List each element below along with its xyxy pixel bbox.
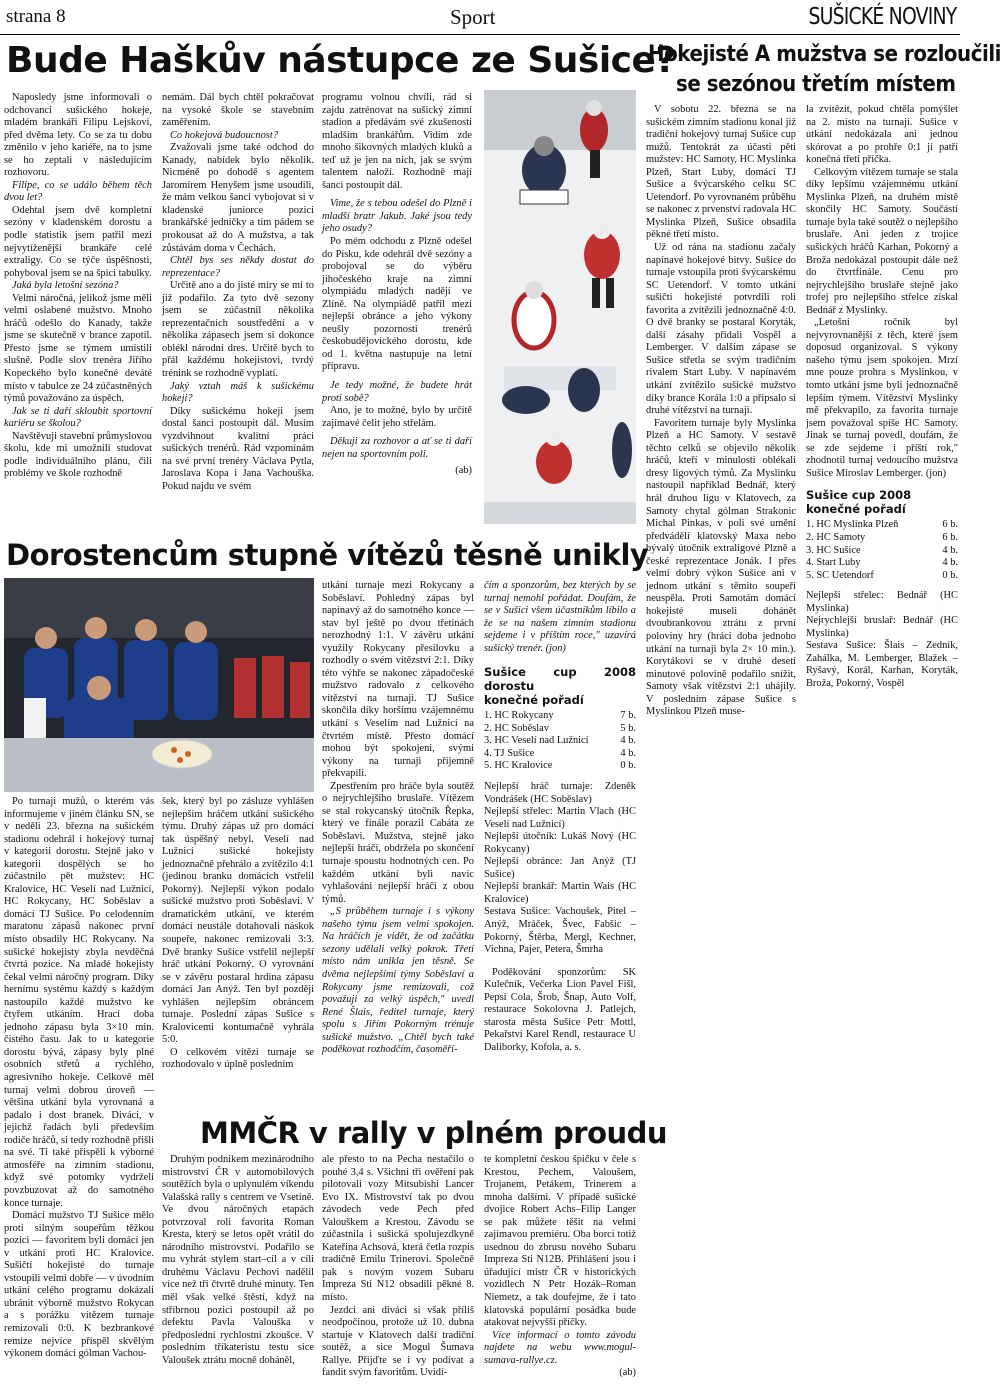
article2-col2: la zvítězit, pokud chtěla pomýšlet na 2. místo na turnaji. Sušice v utkání nedokázala ani jednou skórovat a po prohře 0:1 jí patří konečná třetí příčka. Celkovým vítězem turnaje se stala díky lepšímu vzájemnému utkání Myslinka Plzeň, na druhém místě skončily HC Samoty. Součástí turnaje byla také soutěž o nejlepšího bruslaře. Ani jeden z trojice sušických hráčů Karhan, Pokorný a Broža nedokázal postoupit dále než do čtvrtfinále. Cenu pro nejrychlejšího bruslaře stejně jako trofej pro nejlepšího střelce získal Bednář z Myslinky. „Letošní ročník byl nejvyrovnanější z těch, které jsem doposud organizoval. S výkony našeho týmu jsem spokojen. Mrzí mne pouze prohra s Myslinkou, v tomto utkání jsme byli jednoznačně lepším týmem. Vítězství Myslinky mě překvapilo, za favorita turnaje jsem považoval spíše HC Samoty. Jinak se turnaj povedl, doufám, že se zde sejdeme i příští rok," zhodnotil turnaj vedoucího mužstva Sušice Miroslav Lemberger. (jon) Sušice cup 2008 konečné pořadí 1. HC Myslinka Plzeň 6 b. 2. HC Samoty 6 b. 3. HC Sušice 4 b. 4. Start Luby 4 b. 5. SC Uetendorf 0 b. Nejlepší střelec: Bednář (HC Myslinka) Nejrychlejší bruslař: Bednář (HC Myslinka) Sestava Sušice: Šlais – Zedník, Zahálka, M. Lemberger, Blažek – Ryšavý, Korál, Karhan, Koryták, Broža, Pokorný, Vospěl (806, 104, 958, 689)
article3-results-title-2: konečné pořadí (484, 693, 584, 708)
article3-col3: utkání turnaje mezi Rokycany a Soběslaví. Pohledný zápas byl napínavý až do samotného konce — stav byl ještě po dvou třetinách nerozhodný 1:1. V závěru utkání využily Rokycany přesilovku a rozhodly o svém vítězství 2:1. Díky této výhře se nakonec západočeské mužstvo radovalo z celkového vítězství na turnaji. TJ Sušice skončila díky horšímu vzájemnému utkání s Veselím nad Lužnicí na čtvrtém místě. Přesto domácí mohou být spokojeni, svými výkony na turnaji přijemně překvapili. Zpestřením pro hráče byla soutěž o nejrychlejšího bruslaře. Vítězem se stal rokycanský útočník Řepka, který ve finále porazil Cabáta ze Soběslavi. Mužstva, stejně jako nejlepší hráči, obdržela po skončení turnaje spoustu hodnotných cen. Po každém utkání byli navíc vyhlašováni nejlepší hráči z obou týmů. „S průběhem turnaje i s výkony našeho týmu jsem velmi spokojen. Na hráčích je vidět, že od začátku sezony udělali velký pokrok. Třetí místo nám unikla jen těsně. Se dvěma nejlepšími týmy Soběslaví a Rokycany jsme remizovali, což považuji za velký úspěch," uvedl René Šlais, ředitel turnaje, který spolu s Jiřím Pokorným trénuje sušické mužstvo. „Chtěl bych také poděkovat rozhodčím, časoměří- (322, 580, 474, 1056)
article4-col1: Druhým podnikem mezinárodního mistrovství ČR v automobilových soutěžích byla o uplynulém víkendu Valašská rally s centrem ve Vsetíně. Ve dvou náročných etapách potvrzoval roli favorita Roman Kresta, který se letos opět vrátil do národního mistrovství. Podařilo se mu vyhrát stylem start–cíl a v cíli druhému Václavu Pechovi nadělil více než tři čtvrtě druhé minuty. Ten měl však velké štěstí, když na stříbrnou pozici postoupil až po defektu Pavla Valouška v předposlední rychlostní zkoušce. V posledním tříkateristu testu sice Valoušek ztrátu mocně doháněl, (162, 1154, 314, 1366)
hockey-match-photo (484, 90, 636, 524)
article3-result-row: 4. TJ Sušice 4 b. (484, 747, 636, 759)
article4-title: MMČR v rally v plném proudu (200, 1116, 668, 1150)
article2-results-title-2: konečné pořadí (806, 502, 906, 517)
article3-col2: šek, který byl po zásluze vyhlášen nejlepším hráčem utkání sušického týmu. Druhý zápas už pro domácí tak úspěšný nebyl. Veselí nad Lužnicí sušické hokejisty jednoznačně přehrálo a zvítězilo 4:1 (jedinou branku domácích vstřelil Pokorný). Nejlepší výkon podalo sušické mužstvo proti Soběslavi. V dramatickém utkání, ve kterém domácí neustále dotahovali náskok soupeře, nakonec remizovali 3:3. Dvě branky Sušice vstřelil nejlepší hráč utkání Pokorný. O vyrovnání se v závěru postaral hrdina zápasu domácí Jan Anýž. Ten byl později vyhlášen nejlepším obráncem turnaje. Poslední zápas Sušice s Kralovicemi kontumačně vyhrála 5:0. O celkovém vítězi turnaje se rozhodovalo v úplně posledním (162, 796, 314, 1071)
article4-col3: te kompletní českou špičku v čele s Krestou, Pechem, Valoušem, Trojanem, Petákem, Trinerem a mnoha dalšími. V případě sušické dvojice Robert Achs–Filip Langer se pak můžete těšit na velmi zajímavou premiéru. Oba borci totiž usednou do zbrusu nového Subaru Impreza Sti N12B. Přihlášeni jsou i úřadující mistr ČR v historických vozidlech N Petr Hozák–Roman Niemetz, a tak doufejme, že i tato klatovská populární posádka bude atakovat nejvyšší příčky. Více informací o tomto závodu najdete na webu www.mogul-sumava-rallye.cz. (ab) (484, 1154, 636, 1379)
article2-result-row: 3. HC Sušice 4 b. (806, 544, 958, 556)
article2-title-line1: Hokejisté A mužstva se rozloučili (648, 42, 1001, 67)
article2-col1: V sobotu 22. března se na sušickém zimním stadionu konal již tradiční hokejový turnaj Sušice cup mužů. Tentokrát za účasti pěti mužstev: HC Samoty, HC Myslinka Plzeň, Start Luby, domácí TJ Sušice a švýcarského celku SC Uetendorf. Po vyrovnaném průběhu se nakonec z prvenství radovala HC Myslinka Plzeň, Sušice obsadila pěkné třetí místo. Už od rána na stadionu začaly napínavé hokejové bitvy. Sušice do turnaje vstoupila proti švýcarskému SC Uetendorf. V tomto utkání sušičtí hokejisté potvrdili roli favorita a zvítězili jednoznačně 4:0. O dvě branky se postaral Koryták, další zásahy přidali Vospěl a Lemberger. V dalším zápase se Sušice střetla se svým tradičním rivalem Start Luby. V napínavém utkání zvítězilo sušické mužstvo díky brance Korála 1:0 a připsalo si druhé vítězství na turnaji. Favoritem turnaje byly Myslinka Plzeň a HC Samoty. V sestavě těchto celků se objevilo několik hráčů, kteří v minulosti oblékali dresy ligových týmů. Za Myslinku nastoupil například Bednář, který hrál druhou ligu v Klatovech, za Samoty chytal gólman Strakonic Michal Pinkas, v poli své umění předvádělí klatovský Maxa nebo bývalý útočník extraligové Plzně a české reprezentace Jonák. I přes velmi dobrý výkon Sušice ani v jednom utkání s těmito soupeři neuspěla. Proti Samotám domácí hokejisté museli dohánět dvoubrankovou ztrátu z první poloviny hry (hráci doba jednoho utkání na turnaji byla 2× 10 min.). Korytákovi se v druhé deseti minutové polovině podařilo snížit, Samoty však vítězství 2:1 uhájily. V posledním zápase Sušice s Myslinkou Plzeň muse- (646, 104, 796, 718)
article2-result-row: 4. Start Luby 4 b. (806, 557, 958, 569)
team-photo (4, 578, 314, 792)
article2-result-row: 5. SC Uetendorf 0 b. (806, 569, 958, 581)
article1-col1: Naposledy jsme informovali o odchovanci sušického hokeje, mladém brankáři Filipu Lejskovi, před dvěma lety. Co se za tu dobu změnilo v jeho kariéře, na to jsme se ho zeptali v následujícím rozhovoru. Filipe, co se událo během těch dvou let? Odehtal jsem dvě kompletní sezóny v kladenském dorostu a podle statistik jsem patřil mezi nejvytíženější brankáře celé extraligy. Co se týče úspěšnosti, pohyboval jsem se na špici tabulky. Jaká byla letošní sezóna? Velmi náročná, jelikož jsme měli velmi oslabené mužstvo. Mnoho hráčů odešlo do Kanady, takže jsme se skutečně v brance zapotil. Přesto jsme se týmem umístili slušně. Podle slov trenéra Jiřího Kopeckého bylo konečné deváté místo v tabulce ze 24 zúčastněných týmů považováno za úspěch. Jak se ti daří skloubit sportovní kariéru se školou? Navštěvuji stavební průmyslovou školu, kde mi umožnili studovat podle individuálního plánu, čili problémy ve škole rozhodně (4, 92, 152, 480)
article2-results-title-1: Sušice cup 2008 (806, 488, 912, 503)
article1-title: Bude Haškův nástupce ze Sušice? (6, 40, 676, 81)
team-photo-illustration (4, 578, 314, 792)
article2-result-row: 2. HC Samoty 6 b. (806, 531, 958, 543)
newspaper-name: SUŠICKÉ NOVINY (808, 4, 956, 30)
section-title: Sport (450, 5, 496, 29)
hockey-illustration (484, 90, 636, 524)
article4-col2: ale přesto to na Pecha nestačilo o pouhé 3,4 s. Všichni tři ověření pak pilotovali vozy Mitsubishi Lancer Evo IX. Mistrovství tak po dvou závodech vede Pech před Valouškem a Krestou. Závodu se zúčastnila i sušická spolujezdkyně Kateřina Achsová, která četla rozpis tradičně Emilu Trinerovi. Společně pak s novým vozem Subaru Impreza Sti N12 obsadili pěkné 8. místo. Jezdci ani diváci si však příliš neodpočinou, protože už 10. dubna startuje v Klatovech další tradiční soutěž, a sice Mogul Šumava Rallye. Přijďte se i vy podívat a fandit svým favoritům. Uvidí- (322, 1154, 474, 1379)
page-number: strana 8 (6, 6, 66, 27)
article3-result-row: 2. HC Soběslav 5 b. (484, 722, 636, 734)
article3-result-row: 3. HC Veselí nad Lužnicí 4 b. (484, 735, 636, 747)
article3-title: Dorostencům stupně vítězů těsně unikly (6, 538, 649, 572)
article3-results-title-1: Sušice cup 2008 dorostu (484, 665, 636, 694)
article3-col1: Po turnaji mužů, o kterém vás informujeme v jiném článku SN, se v neděli 23. března na sušickém stadionu odehrál i hokejový turnaj v kategorii dorostu. Stejně jako v kategorii dospělých se ho zúčastnilo pět mužstev: HC Kralovice, HC Veselí nad Lužnicí, HC Rokycany, HC Soběslav a domácí TJ Sušice. Po celodenním maratonu zápasů nakonec první místo obsadily HC Rokycany. Na sušické hokejisty zbyla nevděčná čtvrtá pozice. Na mladé hokejisty čekal velmi náročný program. Díky hernímu systému každý s každým nastoupilo každé mužstvo ke čtyřem utkáním. Hrací doba jednoho zápasu byla 3×10 min. čistého času. Jak to u kategorie dorostu bývá, zápasy byly plné osobních střetů a rychlého, agresivního hokeje. Celkově měl turnaj velmi dobrou úroveň — většina utkání byla vyrovnaná a padalo i dost branek. Diváci, v jejichž řadách byli především rodiče hráčů, si tedy rozhodně přišli na své. Ti také přispěli k výborné atmosféře na zimním stadionu, když své potomky vydrželi povzbuzovat až do samotného konce turnaje. Domácí mužstvo TJ Sušice mělo proti silným soupeřům těžkou pozici — favoritem byli domácí jen v utkání proti HC Kralovice. Sušičtí hokejisté do turnaje vstoupili velmi dobře — v úvodním utkání celého programu dokázali ubránit výborně mužstvo Rokycan a s porážku vítězem turnaje remizovali 0:0. K bezbrankové remíze nejvíce přispěl skvělým výkonem domácí gólman Vachou- (4, 796, 154, 1360)
article1-col3: programu volnou chvíli, rád si zajdu zatrénovat na sušický zimní stadion a předávám své zkušenosti mladším brankářům. Vidím zde mnoho šikovných mladých kluků a teď už je jen na nich, jak se svým talentem naloží. Rozhodně mají šanci postoupit dál. Vime, že s tebou odešel do Plzně i mladší bratr Jakub. Jaké jsou tedy jeho osudy? Po mém odchodu z Plzně odešel do Písku, kde odehrál dvě sezóny a probojoval se do výběru jihočeského kraje na zimní olympiádu mladých nadějí ve Zlíně. Na olympiádě patřil mezi nejlepší obránce a jeho výkony neušly pozornosti trenérů českobudějovického dorostu, kde od 1. května nastupuje na letní přípravu. Je tedy možné, že budete hrát proti sobě? Ano, je to možné, bylo by určitě zajímavé čelit jeho střelám. Děkuji za rozhovor a ať se ti daří nejen na sportovním poli. (ab) (322, 92, 472, 477)
article3-col4: čím a sponzorům, bez kterých by se turnaj nemohl pořádat. Doufám, že se v Sušici všem účastníkům líbilo a že se na našem zimním stadionu sejdeme i v příštím roce," uzavírá sušický trenér. (jon) Sušice cup 2008 dorostu konečné pořadí 1. HC Rokycany 7 b. 2. HC Soběslav 5 b. 3. HC Veselí nad Lužnicí 4 b. 4. TJ Sušice 4 b. 5. HC Kralovice 0 b. Nejlepší hráč turnaje: Zdeněk Vondrášek (HC Soběslav) Nejlepší střelec: Martin Vlach (HC Veselí nad Lužnicí) Nejlepší útočník: Lukáš Nový (HC Rokycany) Nejlepší obránce: Jan Anýž (TJ Sušice) Nejlepší brankář: Martin Wais (HC Kralovice) Sestava Sušice: Vachoušek, Pitel – Anýž, Mráček, Švec, Fabšic – Pokorný, Štěrba, Mergl, Kechner, Vichna, Pajer, Petera, Šmrha Poděkování sponzorům: SK Kulečník, Večerka Lion Pavel Fišl, Pepsi Cola, Šrob, Šnap, Auto Volf, restaurace Sokolovna J. Patlejch, starosta města Sušice Petr Mottl, Pekařství Karel Rendl, restaurace U Daliborky, Kofola, a. s. (484, 580, 636, 1053)
article1-col2: nemám. Dál bych chtěl pokračovat na vysoké škole se stavebním zaměřením. Co hokejová budoucnost? Zvažovali jsme také odchod do Kanady, nabídek bylo několik. Nicméně po dohodě s agentem Jaromírem Henyšem jsme usoudili, že mám velkou šanci vybojovat si v kladenské juniorce pozici brankářské jedničky a tím pádem se prokousat až do A mužstva, a tak zůstávám doma v Čechách. Chtěl bys ses někdy dostat do reprezentace? Určitě ano a do jisté míry se mi to již podařilo. Za tyto dvě sezony jsem se zúčastnil několika reprezentačních soustředění a v několika zápasech jsem si dokonce oblékl národní dres. Určitě bych to přál každému hokejistovi, tvrdý trénink se rozhodně vyplatí. Jaký vztah máš k sušickému hokeji? Díky sušickému hokeji jsem dostal šanci postoupit dál. Musím vyzdvihnout kvalitní práci sušických trenérů. Rád vzpomínám na své první trenéry Václava Pytla, Jaroslava Kopa i Jana Vachouška. Pokud najdu ve svém (162, 92, 314, 492)
article3-result-row: 5. HC Kralovice 0 b. (484, 760, 636, 772)
article2-title-line2: se sezónou třetím místem (676, 72, 956, 97)
header-rule (0, 34, 960, 35)
article3-result-row: 1. HC Rokycany 7 b. (484, 710, 636, 722)
article2-result-row: 1. HC Myslinka Plzeň 6 b. (806, 519, 958, 531)
